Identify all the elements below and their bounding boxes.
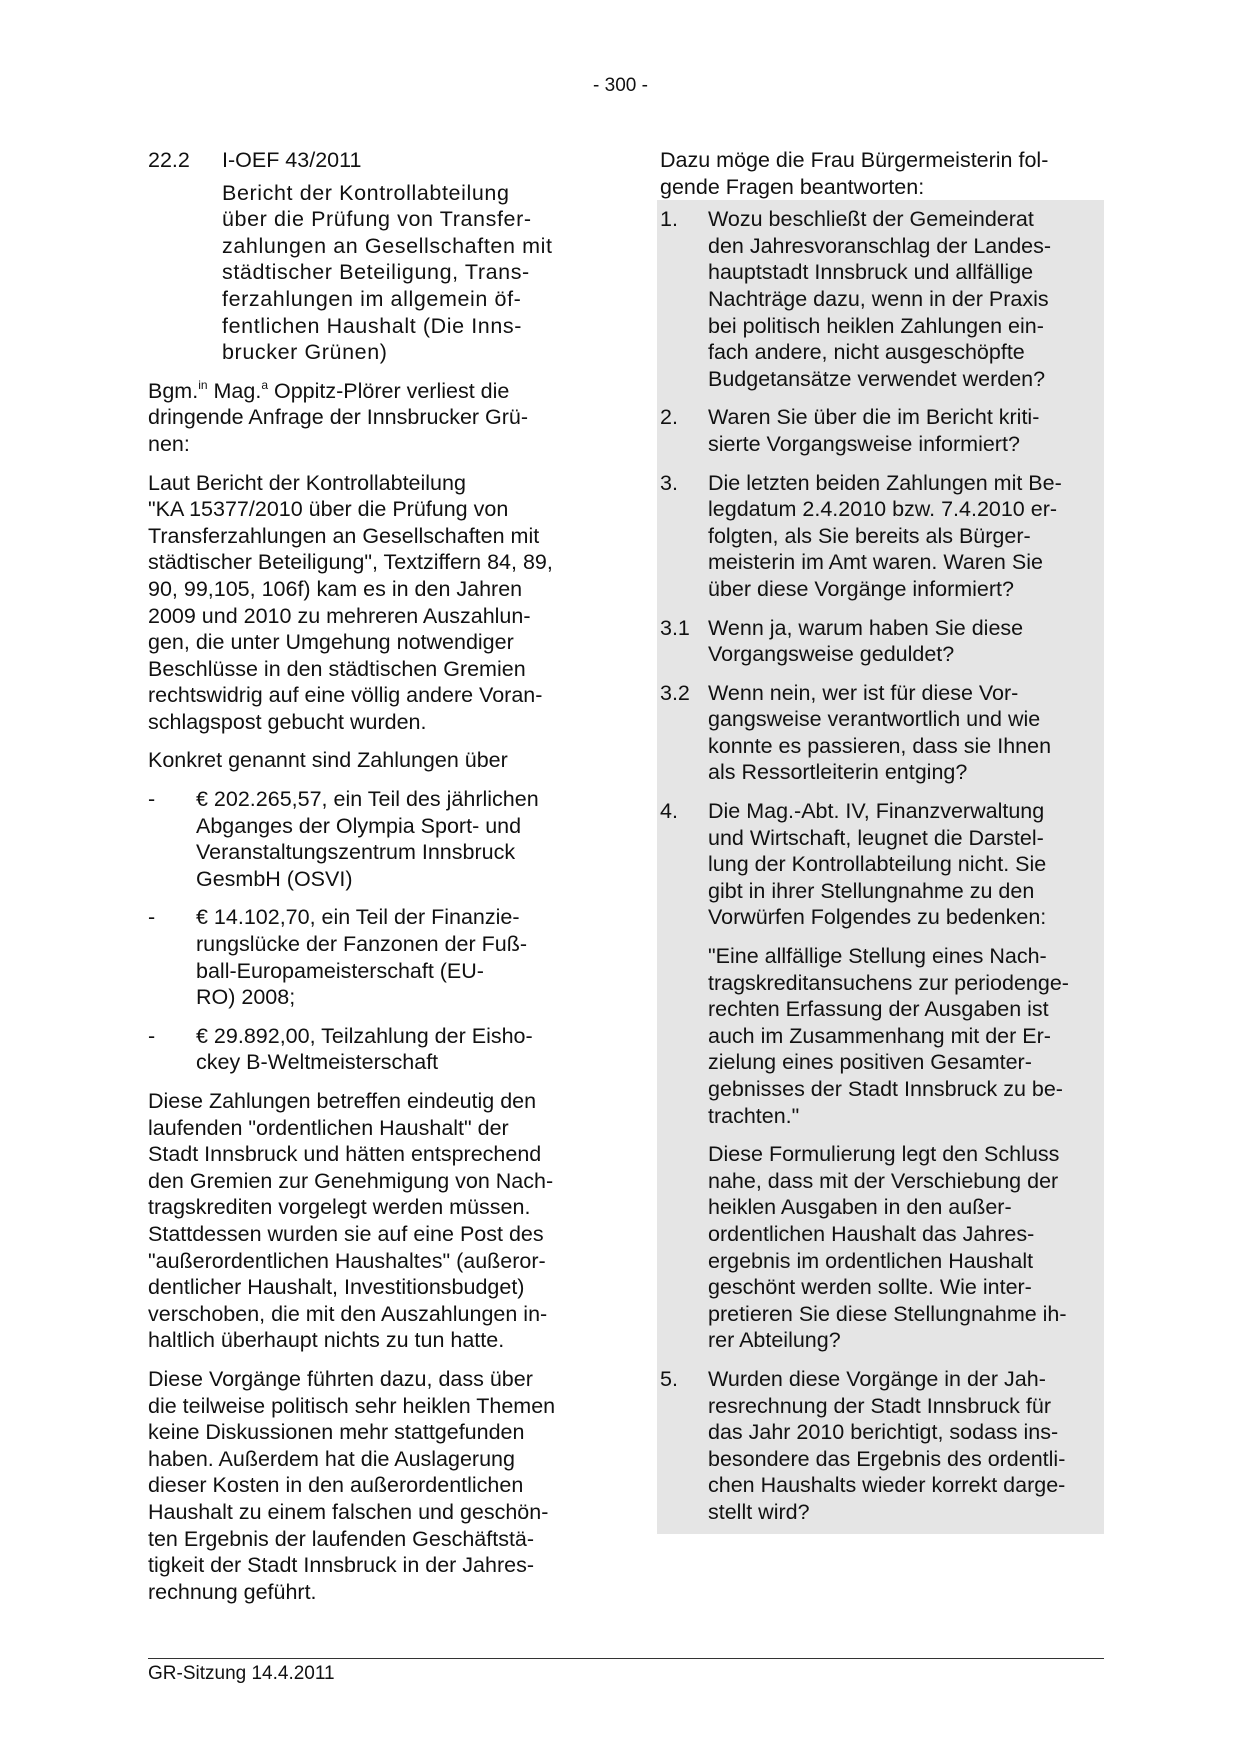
text-line: € 29.892,00, Teilzahlung der Eisho- <box>196 1023 533 1048</box>
text-line: tigkeit der Stadt Innsbruck in der Jahres- <box>148 1553 534 1578</box>
mag-title: Mag. <box>207 378 262 403</box>
payments-intro: Konkret genannt sind Zahlungen über <box>148 748 508 773</box>
text-line: verschoben, die mit den Auszahlungen in- <box>148 1301 548 1326</box>
text-line: und Wirtschaft, leugnet die Darstel- <box>708 825 1044 850</box>
text-line: Stattdessen wurden sie auf eine Post des <box>148 1221 544 1246</box>
title-line: ferzahlungen im allgemein öf- <box>222 286 522 311</box>
text-line: GesmbH (OSVI) <box>196 866 353 891</box>
text-line: nahe, dass mit der Verschiebung der <box>708 1168 1059 1193</box>
text-line: Beschlüsse in den städtischen Gremien <box>148 656 526 681</box>
list-item-text <box>196 904 590 1010</box>
question-number: 4. <box>660 799 678 824</box>
text-line: tragskreditansuchens zur periodenge- <box>708 970 1069 995</box>
text-line: € 14.102,70, ein Teil der Finanzie- <box>196 905 520 930</box>
text-line: Transferzahlungen an Gesellschaften mit <box>148 523 540 548</box>
text-line: heiklen Ausgaben in den außer- <box>708 1195 1012 1220</box>
text-line: Budgetansätze verwendet werden? <box>708 366 1046 391</box>
text-line: rechtswidrig auf eine völlig andere Voran- <box>148 683 543 708</box>
text-line: Stadt Innsbruck und hätten entsprechend <box>148 1142 542 1167</box>
text-line: "außerordentlichen Haushaltes" (außeror- <box>148 1248 546 1273</box>
title-line: Bericht der Kontrollabteilung <box>222 180 510 205</box>
text-line: gen, die unter Umgehung notwendiger <box>148 630 514 655</box>
text-line: sierte Vorgangsweise informiert? <box>708 431 1020 456</box>
question-number: 3. <box>660 470 678 495</box>
list-item-text <box>196 1023 590 1076</box>
intro-rest: Oppitz-Plörer verliest die <box>268 378 510 403</box>
text-line: hauptstadt Innsbruck und allfällige <box>708 260 1034 285</box>
list-item <box>148 904 590 1010</box>
text-line: keine Diskussionen mehr stattgefunden <box>148 1420 525 1445</box>
text-line: € 202.265,57, ein Teil des jährlichen <box>196 787 539 812</box>
text-line: legdatum 2.4.2010 bzw. 7.4.2010 er- <box>708 497 1058 522</box>
text-line: "Eine allfällige Stellung eines Nach- <box>708 944 1047 969</box>
text-line: Haushalt zu einem falschen und geschön- <box>148 1499 549 1524</box>
title-line: brucker Grünen) <box>222 340 388 365</box>
text-line: haltlich überhaupt nichts zu tun hatte. <box>148 1328 505 1353</box>
text-line: über diese Vorgänge informiert? <box>708 576 1014 601</box>
text-line: geschönt werden sollte. Wie inter- <box>708 1275 1032 1300</box>
text-line: städtischer Beteiligung", Textziffern 84, 89, <box>148 550 553 575</box>
text-line: Vorwürfen Folgendes zu bedenken: <box>708 905 1047 930</box>
text-line: lung der Kontrollabteilung nicht. Sie <box>708 852 1047 877</box>
text-line: das Jahr 2010 berichtigt, sodass ins- <box>708 1420 1059 1445</box>
text-line: RO) 2008; <box>196 985 296 1010</box>
text-line: laufenden "ordentlichen Haushalt" der <box>148 1115 509 1140</box>
report-paragraph <box>148 470 590 736</box>
text-line: gibt in ihrer Stellungnahme zu den <box>708 878 1035 903</box>
text-line: die teilweise politisch sehr heiklen Themen <box>148 1393 556 1418</box>
text-line: ckey B-Weltmeisterschaft <box>196 1050 439 1075</box>
bgm-title: Bgm. <box>148 378 199 403</box>
text-line: besondere das Ergebnis des ordentli- <box>708 1446 1066 1471</box>
text-line: Waren Sie über die im Bericht kriti- <box>708 405 1040 430</box>
text-line: 90, 99,105, 106f) kam es in den Jahren <box>148 576 523 601</box>
text-line: konnte es passieren, dass sie Ihnen <box>708 733 1052 758</box>
text-line: trachten." <box>708 1103 800 1128</box>
text-line: zielung eines positiven Gesamter- <box>708 1050 1032 1075</box>
text-line: Diese Zahlungen betreffen eindeutig den <box>148 1089 537 1113</box>
text-line: tragskrediten vorgelegt werden müssen. <box>148 1195 531 1220</box>
agenda-item-header <box>148 147 590 174</box>
text-line: den Jahresvoranschlag der Landes- <box>708 233 1052 258</box>
text-line: ergebnis im ordentlichen Haushalt <box>708 1248 1034 1273</box>
text-line: chen Haushalts wieder korrekt darge- <box>708 1473 1066 1498</box>
text-line: rungslücke der Fanzonen der Fuß- <box>196 932 528 957</box>
text-line: meisterin im Amt waren. Waren Sie <box>708 550 1043 575</box>
text-line: rechten Erfassung der Ausgaben ist <box>708 997 1049 1022</box>
question-text <box>708 680 1104 786</box>
dash-marker: - <box>148 1023 156 1048</box>
text-line: rechnung geführt. <box>148 1579 317 1604</box>
questions-intro <box>660 147 1104 200</box>
list-item <box>148 1023 590 1076</box>
agenda-item-number: 22.2 <box>148 148 190 172</box>
text-line: haben. Außerdem hat die Auslagerung <box>148 1446 515 1471</box>
question-text <box>708 615 1104 668</box>
text-line: Wozu beschließt der Gemeinderat <box>708 207 1034 232</box>
page-number: - 300 - <box>593 75 648 96</box>
question-item <box>660 1366 1104 1526</box>
text-line: gangsweise verantwortlich und wie <box>708 707 1041 732</box>
text-line: "KA 15377/2010 über die Prüfung von <box>148 497 509 522</box>
text-line: resrechnung der Stadt Innsbruck für <box>708 1393 1051 1418</box>
payments-paragraph <box>148 1088 590 1354</box>
left-column <box>148 147 590 1617</box>
list-item-text <box>196 786 590 892</box>
dash-marker: - <box>148 787 156 812</box>
question-text <box>708 206 1104 392</box>
quoted-statement <box>708 943 1104 1129</box>
mag-superscript: a <box>261 377 268 392</box>
text-line: pretieren Sie diese Stellungnahme ih- <box>708 1301 1067 1326</box>
dash-marker: - <box>148 905 156 930</box>
footer-divider <box>148 1658 1104 1659</box>
text-line: auch im Zusammenhang mit der Er- <box>708 1023 1051 1048</box>
bgm-superscript: in <box>198 377 208 392</box>
text-line: folgten, als Sie bereits als Bürger- <box>708 523 1031 548</box>
question-item <box>660 798 1104 931</box>
text-line: Vorgangsweise geduldet? <box>708 642 955 667</box>
text-line: Wenn ja, warum haben Sie diese <box>708 615 1024 640</box>
question-number: 5. <box>660 1366 678 1391</box>
intro-line: nen: <box>148 431 190 456</box>
text-line: Abganges der Olympia Sport- und <box>196 813 522 838</box>
text-line: schlagspost gebucht wurden. <box>148 709 427 734</box>
text-line: dieser Kosten in den außerordentlichen <box>148 1473 524 1498</box>
payments-list <box>148 786 590 1076</box>
text-line: Die letzten beiden Zahlungen mit Be- <box>708 470 1062 495</box>
right-column <box>660 147 1104 1534</box>
list-item <box>148 786 590 892</box>
consequences-paragraph <box>148 1366 590 1605</box>
text-line: stellt wird? <box>708 1499 810 1524</box>
question-number: 3.1 <box>660 615 690 640</box>
footer-session-label: GR-Sitzung 14.4.2011 <box>148 1663 335 1684</box>
text-line: Die Mag.-Abt. IV, Finanzverwaltung <box>708 799 1045 824</box>
title-line: zahlungen an Gesellschaften mit <box>222 233 553 258</box>
text-line: gebnisses der Stadt Innsbruck zu be- <box>708 1077 1063 1101</box>
question-item <box>660 680 1104 786</box>
question-item <box>660 470 1104 603</box>
text-line: Veranstaltungszentrum Innsbruck <box>196 840 516 865</box>
text-line: Nachträge dazu, wenn in der Praxis <box>708 286 1049 311</box>
text-line: bei politisch heiklen Zahlungen ein- <box>708 313 1044 338</box>
text-line: Dazu möge die Frau Bürgermeisterin fol- <box>660 148 1049 172</box>
question-item <box>660 615 1104 668</box>
question-item <box>660 404 1104 457</box>
text-line: ball-Europameisterschaft (EU- <box>196 958 484 983</box>
text-line: rer Abteilung? <box>708 1328 841 1353</box>
text-line: Wenn nein, wer ist für diese Vor- <box>708 680 1019 705</box>
question-number: 1. <box>660 207 678 232</box>
title-line: fentlichen Haushalt (Die Inns- <box>222 313 523 338</box>
question-text <box>708 1366 1104 1526</box>
intro-paragraph <box>148 378 590 458</box>
question-item <box>660 206 1104 392</box>
question-number: 2. <box>660 405 678 430</box>
text-line: 2009 und 2010 zu mehreren Auszahlun- <box>148 603 531 628</box>
intro-line <box>148 379 509 403</box>
text-line: dentlicher Haushalt, Investitionsbudget) <box>148 1275 525 1300</box>
text-line: als Ressortleiterin entging? <box>708 760 968 785</box>
question-comment <box>708 1141 1104 1354</box>
question-text <box>708 470 1104 603</box>
text-line: ten Ergebnis der laufenden Geschäftstä- <box>148 1526 535 1551</box>
text-line: den Gremien zur Genehmigung von Nach- <box>148 1168 554 1193</box>
text-line: ordentlichen Haushalt das Jahres- <box>708 1221 1035 1246</box>
intro-line: dringende Anfrage der Innsbrucker Grü- <box>148 405 529 430</box>
question-text <box>708 404 1104 457</box>
text-line: Diese Formulierung legt den Schluss <box>708 1142 1060 1167</box>
question-text <box>708 798 1104 931</box>
agenda-item-code: I-OEF 43/2011 <box>222 148 362 172</box>
text-line: Wurden diese Vorgänge in der Jah- <box>708 1366 1046 1391</box>
question-number: 3.2 <box>660 680 690 705</box>
title-line: über die Prüfung von Transfer- <box>222 207 532 232</box>
text-line: gende Fragen beantworten: <box>660 174 925 199</box>
text-line: Laut Bericht der Kontrollabteilung <box>148 470 466 495</box>
title-line: städtischer Beteiligung, Trans- <box>222 260 530 285</box>
text-line: fach andere, nicht ausgeschöpfte <box>708 340 1025 365</box>
text-line: Diese Vorgänge führten dazu, dass über <box>148 1366 533 1391</box>
agenda-item-title <box>222 180 590 366</box>
questions-box <box>657 200 1104 1533</box>
